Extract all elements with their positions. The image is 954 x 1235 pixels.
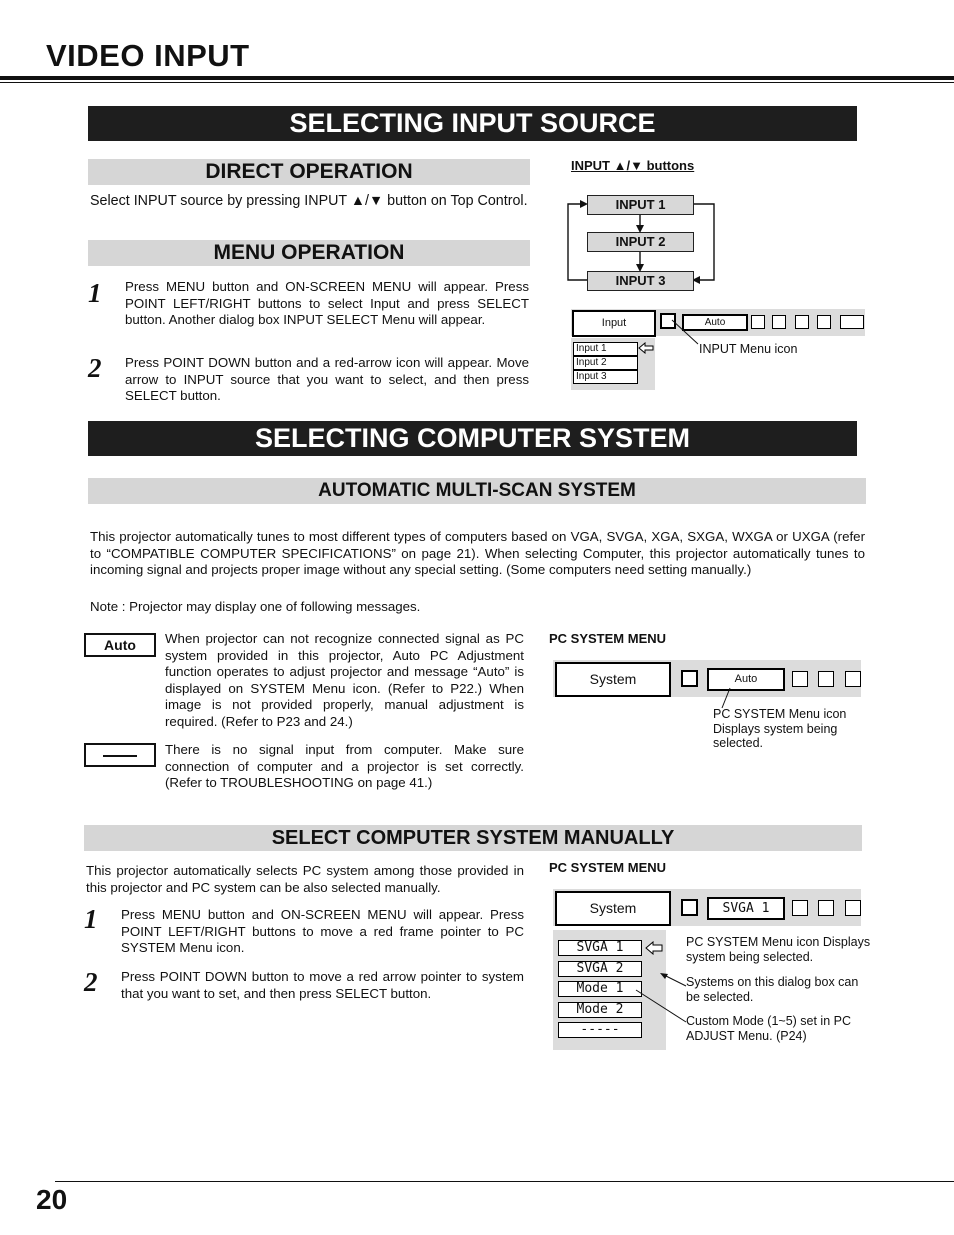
pc-system-item-mode2[interactable]: Mode 2: [558, 1002, 642, 1018]
input-2-box: INPUT 2: [587, 232, 694, 252]
image-icon: [845, 900, 861, 916]
pc-system-selectable-note: Systems on this dialog box can be selected.: [686, 975, 859, 1004]
no-signal-text: There is no signal input from computer. Make sure connection of computer and a projector is set correctly. (Refer to TROUBLESHOOTING on page 41.): [165, 742, 524, 790]
manual-intro-text: This projector automatically selects PC system among those provided in this projector and PC system can be also selected manually.: [86, 863, 524, 895]
red-arrow-icon: [638, 342, 654, 354]
menu-step1-text: Press MENU button and ON-SCREEN MENU will appear. Press POINT LEFT/RIGHT buttons to select Input and press SELECT button. Another dialog box INPUT SELECT Menu will appear.: [125, 279, 529, 327]
input-3-box: INPUT 3: [587, 271, 694, 291]
manual-step2-text: Press POINT DOWN button to move a red arrow pointer to system that you want to set, and then press SELECT button.: [121, 969, 524, 1001]
auto-message-text: When projector can not recognize connected signal as PC system provided in this projector, Auto PC Adjustment function operates to adjust projector and message “Auto” is displayed on SYSTEM Menu icon. (Refer to P22.) When image is not provided properly, manual adjustment is required. (Refer to P23 and 24.): [165, 631, 524, 729]
auto-message-label: Auto: [84, 633, 156, 657]
pc-system-tab-2: System: [555, 891, 671, 926]
pc-system-item-svga2[interactable]: SVGA 2: [558, 961, 642, 977]
pc-system-icon: [792, 671, 808, 687]
pc-system-item-mode1[interactable]: Mode 1: [558, 981, 642, 997]
input-menu-tab: Input: [572, 310, 656, 337]
direct-operation-text: Select INPUT source by pressing INPUT ▲/▼ button on Top Control.: [90, 193, 528, 209]
manual-select-heading: SELECT COMPUTER SYSTEM MANUALLY: [84, 825, 862, 851]
pc-system-tab-1: System: [555, 662, 671, 697]
pc-system-item-blank[interactable]: -----: [558, 1022, 642, 1038]
page-title: VIDEO INPUT: [46, 38, 250, 73]
image-icon: [772, 315, 786, 329]
input-select-item-3[interactable]: Input 3: [573, 370, 638, 384]
input-menu-icon-label: INPUT Menu icon: [699, 342, 798, 356]
custom-mode-note: Custom Mode (1~5) set in PC ADJUST Menu. (P24): [686, 1014, 851, 1043]
input-select-item-2[interactable]: Input 2: [573, 356, 638, 370]
direct-operation-heading: DIRECT OPERATION: [88, 159, 530, 185]
pc-system-menu-title-2: PC SYSTEM MENU: [549, 860, 667, 875]
input-select-item-1[interactable]: Input 1: [573, 342, 638, 356]
image-icon: [845, 671, 861, 687]
manual-step1-text: Press MENU button and ON-SCREEN MENU will appear. Press POINT LEFT/RIGHT buttons to move a red frame pointer to PC SYSTEM Menu icon.: [121, 907, 524, 955]
auto-multiscan-note: Note : Projector may display one of following messages.: [90, 599, 421, 614]
pc-system-icon: [792, 900, 808, 916]
pc-system-icon-note-1: PC SYSTEM Menu icon Displays system being selected.: [713, 707, 847, 750]
page-number: 20: [36, 1184, 68, 1215]
step-number-2: 2: [88, 353, 102, 383]
input-1-box: INPUT 1: [587, 195, 694, 215]
screen-icon: [795, 315, 809, 329]
section-title-input-source: SELECTING INPUT SOURCE: [88, 106, 857, 141]
menu-step2-text: Press POINT DOWN button and a red-arrow icon will appear. Move arrow to INPUT source that you want to select, and then press SELECT button.: [125, 355, 529, 403]
manual-step-number-1: 1: [84, 904, 98, 934]
display-icon: [751, 315, 765, 329]
menu-operation-heading: MENU OPERATION: [88, 240, 530, 266]
section-title-computer-system: SELECTING COMPUTER SYSTEM: [88, 421, 857, 456]
header-rule-thin: [0, 82, 954, 83]
sound-icon: [817, 315, 831, 329]
input-menu-value: Auto: [682, 314, 748, 331]
pc-system-item-svga1[interactable]: SVGA 1: [558, 940, 642, 956]
auto-multiscan-paragraph: This projector automatically tunes to most different types of computers based on VGA, SVGA, XGA, SXGA, WXGA or UXGA (refer to “COMPATIBLE COMPUTER SPECIFICATIONS” on page 21). When selecting Computer, this projector automatically tunes to incoming signal and projects proper image without any special setting. (Some computers need setting manually.): [90, 529, 865, 577]
header-rule: [0, 76, 954, 80]
setting-icon: [840, 315, 864, 329]
pc-system-menu-title-1: PC SYSTEM MENU: [549, 631, 667, 646]
display-icon: [818, 900, 834, 916]
pc-system-value-2: SVGA 1: [707, 897, 785, 920]
step-number-1: 1: [88, 278, 102, 308]
display-icon: [818, 671, 834, 687]
auto-multiscan-heading: AUTOMATIC MULTI-SCAN SYSTEM: [88, 478, 866, 504]
no-signal-label: [84, 743, 156, 767]
input-icon: [681, 670, 698, 687]
pc-system-value-1: Auto: [707, 668, 785, 691]
manual-step-number-2: 2: [84, 967, 98, 997]
footer-rule: [55, 1181, 954, 1182]
pc-system-icon-note-2: PC SYSTEM Menu icon Displays system being selected.: [686, 935, 871, 964]
input-buttons-caption: INPUT ▲/▼ buttons: [571, 158, 695, 173]
